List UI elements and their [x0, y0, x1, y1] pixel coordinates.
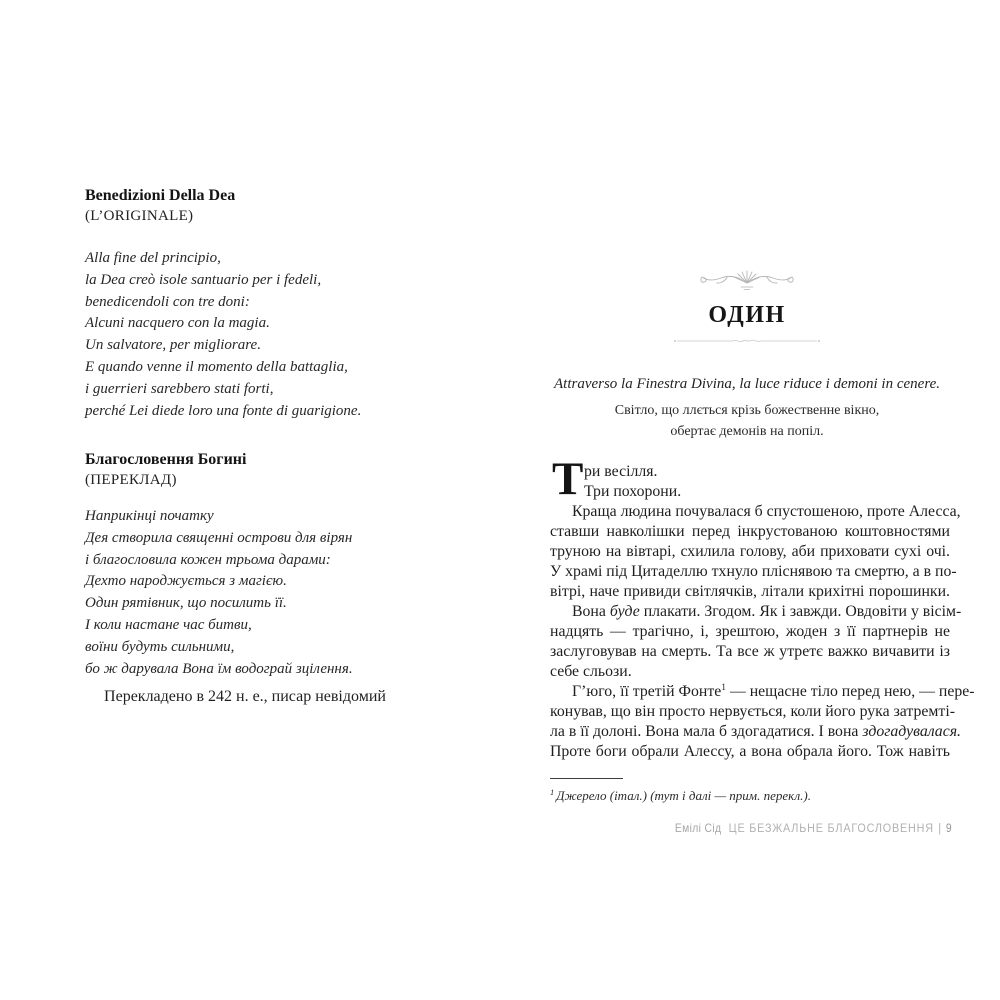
body-line: Три похорони.	[584, 483, 682, 500]
text-line: І коли настане час битви,	[85, 616, 252, 633]
text-line: Alcuni nacquero con la magia.	[85, 315, 270, 332]
translation-poem-subtitle: (ПЕРЕКЛАД)	[85, 472, 177, 488]
text-line: Один рятівник, що посилить її.	[85, 595, 287, 612]
text-line: Дехто народжується з магією.	[85, 573, 287, 590]
original-poem	[85, 248, 465, 422]
running-footer	[590, 821, 952, 835]
body-line: Вона буде плакати. Згодом. Як і завжди. Овдовіти у вісім-	[572, 603, 962, 620]
epigraph-italian: Attraverso la Finestra Divina, la luce riduce i demoni in cenere.	[553, 376, 941, 392]
body-line: ри весілля.	[584, 463, 658, 480]
text-line: Alla fine del principio,	[85, 250, 221, 266]
body-line: У храмі під Цитаделлю тхнуло пліснявою та смертю, а в по-	[550, 563, 957, 580]
text-line: i guerrieri sarebbero stati forti,	[85, 380, 274, 397]
text-line: Un salvatore, per migliorare.	[85, 337, 261, 354]
body-line: вітрі, наче привиди світлячків, літали крихітні порошинки.	[550, 583, 950, 600]
footer-author: Емілі Сід	[674, 823, 722, 835]
body-text	[550, 462, 975, 762]
text-line: і благословила кожен трьома дарами:	[85, 551, 331, 568]
original-poem-title: Benedizioni Della Dea	[85, 187, 236, 204]
chapter-header	[500, 268, 994, 442]
text-line: бо ж дарувала Вона їм водограй зцілення.	[85, 660, 353, 677]
footer-separator: |	[938, 823, 942, 835]
text-line: la Dea creò isole santuario per i fedeli,	[85, 271, 322, 288]
footnote-rule	[550, 778, 623, 779]
footnote-marker: 1	[550, 787, 555, 797]
body-line: ставши навколішки перед інкрустованою коштовностями	[550, 523, 950, 540]
original-poem-subtitle: (L’ORIGINALE)	[85, 208, 194, 224]
text-line: Світло, що ллється крізь божественне вікно,	[614, 403, 880, 418]
body-line: надцять — трагічно, і, зрештою, жоден з її партнерів не	[550, 623, 950, 640]
drop-cap: Т	[552, 453, 584, 505]
translation-poem-title: Благословення Богині	[85, 451, 247, 468]
translator-colophon: Перекладено в 242 н. е., писар невідомий	[104, 688, 386, 705]
body-line: Г’юго, її третій Фонте$^1$ — нещасне тіло перед нею, — пере-	[572, 683, 975, 700]
text-line: benedicendoli con tre doni:	[85, 293, 250, 310]
text-line: E quando venne il momento della battaglia,	[85, 358, 348, 375]
body-line: Краща людина почувалася б спустошеною, проте Алесса,	[572, 503, 961, 520]
body-line: Проте боги обрали Алессу, а вона обрала його. Тож навіть	[550, 743, 950, 760]
footnote	[550, 788, 811, 804]
body-line: конував, що він просто нервується, коли його рука затремті-	[550, 703, 955, 720]
footer-page-number: 9	[945, 823, 952, 835]
text-line: Наприкінці початку	[85, 508, 214, 524]
chapter-body	[550, 453, 975, 762]
footer-book-title: ЦЕ БЕЗЖАЛЬНЕ БЛАГОСЛОВЕННЯ	[728, 821, 934, 835]
text-line: воїни будуть сильними,	[85, 638, 235, 655]
text-line: perché Lei diede loro una fonte di guarigione.	[85, 402, 362, 419]
footnote-text: Джерело (італ.) (тут і далі — прим. перекл.).	[556, 788, 811, 803]
body-line: заслуговував на смерть. Та все ж утретє важко вичавити із	[550, 643, 950, 660]
text-line: обертає демонів на попіл.	[670, 424, 824, 439]
body-line: себе сльози.	[550, 663, 632, 680]
translation-poem	[85, 506, 465, 680]
text-line: Дея створила священні острови для вірян	[85, 529, 353, 546]
body-line: труною на вівтарі, схилила голову, аби приховати сухі очі.	[550, 543, 950, 560]
chapter-title: ОДИН	[708, 302, 786, 328]
body-line: ла в її долоні. Вона мала б здогадатися. І вона здогадувалася.	[550, 723, 962, 740]
divider-ornament-icon	[500, 333, 994, 351]
epigraph-translation	[500, 400, 994, 442]
flourish-ornament-icon	[500, 268, 994, 299]
